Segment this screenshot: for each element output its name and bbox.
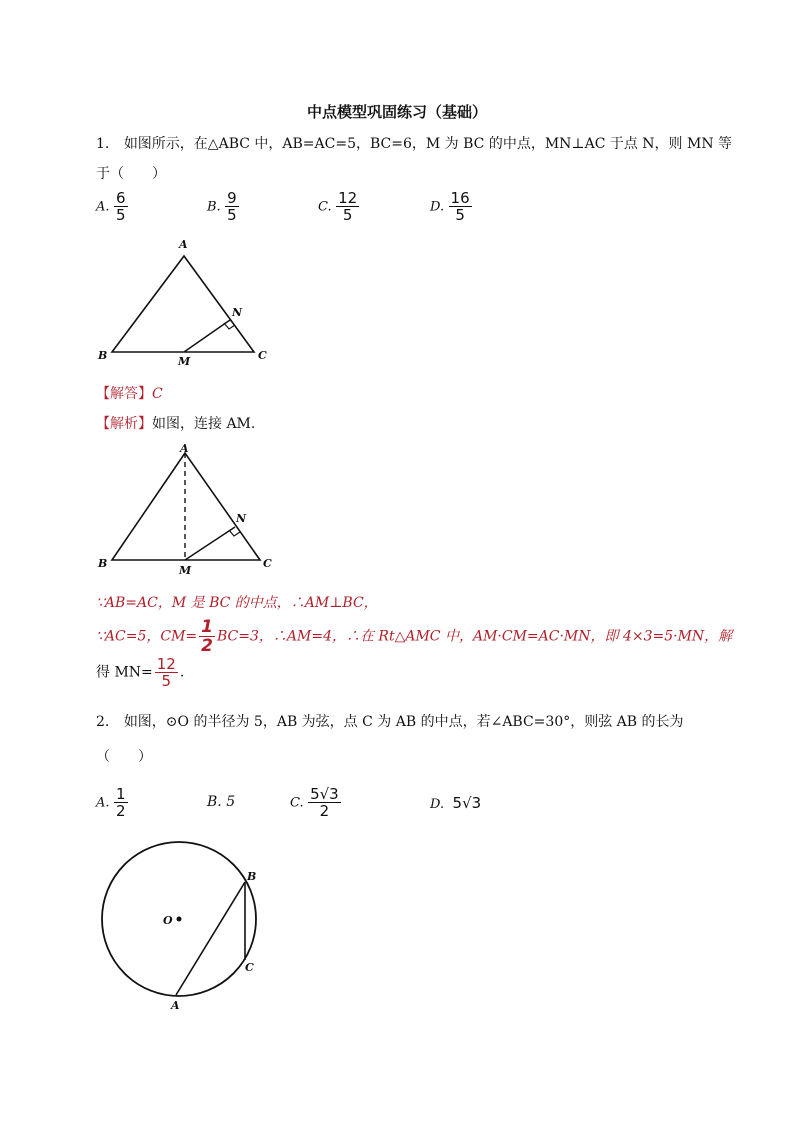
- q2-option-a[interactable]: A. $\frac{1}{2}$: [96, 785, 126, 820]
- label-o: O: [163, 914, 173, 927]
- label-c: C: [258, 349, 267, 362]
- analysis-tag: 【解析】: [96, 416, 152, 432]
- page-title: 中点模型巩固练习（基础）: [306, 103, 487, 121]
- q2-option-d[interactable]: D. 5√3: [430, 794, 482, 812]
- q2-stem-line1: [96, 711, 684, 731]
- label-c: C: [245, 961, 254, 974]
- q2-option-d-value: 5√3: [452, 794, 482, 812]
- q1-option-b-fraction: $\frac{9}{5}$: [227, 189, 237, 224]
- q1-step1: ∵AB=AC，M 是 BC 的中点，∴AM⊥BC，: [96, 595, 378, 611]
- q1-analysis: [96, 413, 255, 433]
- answer-tag: 【解答】: [96, 386, 152, 402]
- q2-circle-figure: [90, 838, 280, 1018]
- label-a: A: [180, 442, 189, 455]
- chord-ab: [176, 882, 245, 995]
- label-a: A: [179, 238, 188, 251]
- label-b: B: [98, 557, 108, 570]
- q2-option-c-fraction: $\frac{5√3}{2}$: [310, 785, 339, 820]
- q1-stem-text: 如图所示，在△ABC 中，AB=AC=5，BC=6，M 为 BC 的中点，MN⊥AC 于点 N，则 MN 等: [123, 136, 733, 152]
- label-b: B: [98, 349, 108, 362]
- label-n: N: [236, 512, 247, 525]
- q1-option-a-fraction: $\frac{6}{5}$: [115, 189, 126, 224]
- q1-step3: 得 MN= $\frac{12}{5}$ .: [96, 655, 185, 690]
- triangle-abc-solution: [112, 453, 260, 560]
- q2-option-c[interactable]: C. $\frac{5√3}{2}$: [290, 785, 339, 820]
- q1-option-c[interactable]: C. $\frac{12}{5}$: [318, 189, 358, 224]
- label-m: M: [178, 355, 191, 368]
- step3-fraction: $\frac{12}{5}$: [156, 655, 176, 690]
- q1-triangle-figure: [90, 236, 280, 372]
- q2-option-a-fraction: $\frac{1}{2}$: [115, 785, 126, 820]
- step2-fraction: $\frac{1}{2}$: [201, 617, 213, 656]
- q1-stem-line2: 于（ ）: [96, 166, 166, 182]
- answer-value: C: [152, 386, 163, 402]
- q1-answer: [96, 383, 163, 403]
- q1-option-d-fraction: $\frac{16}{5}$: [450, 189, 470, 224]
- q2-number: 2.: [96, 714, 110, 730]
- q2-stem-text: 如图，⊙O 的半径为 5，AB 为弦，点 C 为 AB 的中点，若∠ABC=30°，则弦 AB 的长为: [123, 714, 684, 730]
- q1-option-c-fraction: $\frac{12}{5}$: [338, 189, 358, 224]
- q2-stem-line2: （ ）: [96, 749, 152, 765]
- q1-step2: ∵AC=5，CM= $\frac{1}{2}$ BC=3，∴AM=4，∴在 Rt△AMC 中，AM·CM=AC·MN，即 4×3=5·MN，解: [96, 617, 733, 656]
- q1-option-d[interactable]: D. $\frac{16}{5}$: [430, 189, 470, 224]
- analysis-intro: 如图，连接 AM.: [152, 416, 256, 432]
- label-b: B: [247, 870, 257, 883]
- center-point-o: [177, 917, 182, 922]
- q1-option-b[interactable]: B. $\frac{9}{5}$: [207, 189, 237, 224]
- q1-stem-line1: [96, 133, 732, 153]
- q1-number: 1.: [96, 136, 110, 152]
- segment-mn-solution: [185, 527, 235, 560]
- label-a: A: [171, 999, 180, 1012]
- label-c: C: [263, 557, 272, 570]
- q2-option-b[interactable]: B. 5: [207, 794, 236, 810]
- segment-mn: [184, 320, 230, 352]
- label-m: M: [179, 564, 192, 577]
- q1-option-a[interactable]: A. $\frac{6}{5}$: [96, 189, 126, 224]
- q1-solution-figure: [90, 440, 280, 578]
- label-n: N: [232, 306, 243, 319]
- triangle-abc: [112, 256, 254, 352]
- right-angle-mark-solution: [229, 530, 240, 536]
